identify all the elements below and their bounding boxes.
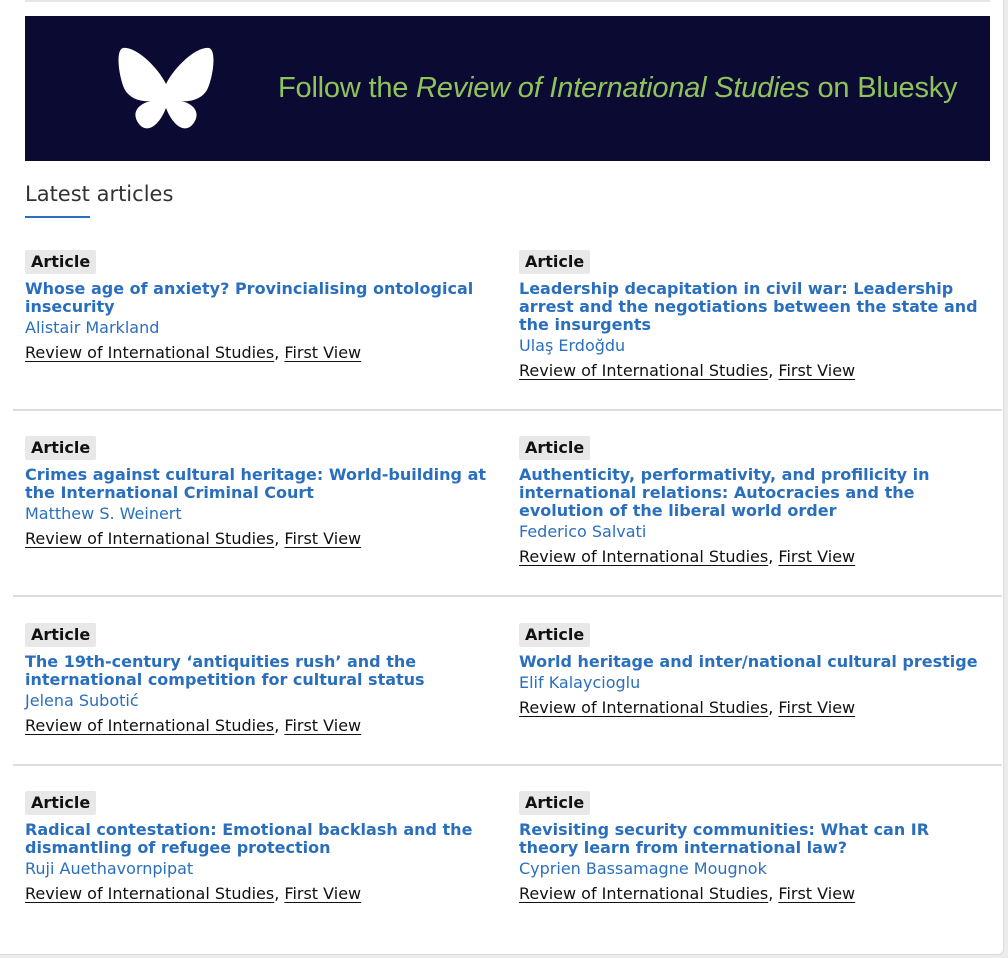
- article-source: [519, 546, 989, 568]
- journal-link[interactable]: Review of International Studies: [25, 716, 275, 735]
- article-source: [25, 883, 495, 905]
- first-view-link[interactable]: First View: [284, 529, 362, 548]
- article-author-link[interactable]: Cyprien Bassamagne Mougnok: [519, 859, 767, 878]
- article-card: [25, 623, 495, 737]
- article-author-link[interactable]: Ulaş Erdoğdu: [519, 336, 626, 355]
- article-title-link[interactable]: Revisiting security communities: What can IR theory learn from international law?: [519, 820, 930, 857]
- article-card: [519, 250, 989, 382]
- journal-link[interactable]: Review of International Studies: [519, 698, 769, 717]
- source-separator: ,: [274, 529, 285, 548]
- article-author-link[interactable]: Alistair Markland: [25, 318, 160, 337]
- article-type-badge: Article: [25, 623, 96, 647]
- article-source: [25, 528, 495, 550]
- journal-link[interactable]: Review of International Studies: [519, 884, 769, 903]
- source-separator: ,: [768, 698, 779, 717]
- first-view-link[interactable]: First View: [778, 884, 856, 903]
- article-title-link[interactable]: Authenticity, performativity, and profilicity in international relations: Autocracies and the evolution of the liberal world order: [519, 465, 930, 520]
- journal-link[interactable]: Review of International Studies: [25, 529, 275, 548]
- article-type-badge: Article: [519, 436, 590, 460]
- article-source: [25, 715, 495, 737]
- row-divider: [13, 595, 1002, 597]
- article-type-badge: Article: [519, 250, 590, 274]
- source-separator: ,: [274, 884, 285, 903]
- article-source: [519, 360, 989, 382]
- article-author-link[interactable]: Matthew S. Weinert: [25, 504, 182, 523]
- article-card: [25, 791, 495, 905]
- section-title: Latest articles: [25, 182, 174, 206]
- article-author-link[interactable]: Ruji Auethavornpipat: [25, 859, 194, 878]
- banner-journal: Review of International Studies: [416, 72, 810, 104]
- journal-link[interactable]: Review of International Studies: [25, 884, 275, 903]
- first-view-link[interactable]: First View: [778, 547, 856, 566]
- banner-prefix: Follow the: [278, 72, 417, 104]
- article-author-link[interactable]: Elif Kalaycioglu: [519, 673, 641, 692]
- article-title-link[interactable]: Crimes against cultural heritage: World-building at the International Criminal Court: [25, 465, 487, 502]
- article-type-badge: Article: [25, 436, 96, 460]
- article-source: [25, 342, 495, 364]
- journal-link[interactable]: Review of International Studies: [519, 361, 769, 380]
- article-title-link[interactable]: Whose age of anxiety? Provincialising ontological insecurity: [25, 279, 474, 316]
- banner-suffix: on Bluesky: [809, 72, 958, 104]
- section-underline: [25, 216, 90, 218]
- first-view-link[interactable]: First View: [778, 361, 856, 380]
- article-type-badge: Article: [519, 623, 590, 647]
- article-source: [519, 697, 989, 719]
- article-title-link[interactable]: Leadership decapitation in civil war: Leadership arrest and the negotiations between the state and the insurgents: [519, 279, 978, 334]
- row-divider: [13, 764, 1002, 766]
- article-type-badge: Article: [519, 791, 590, 815]
- source-separator: ,: [768, 547, 779, 566]
- top-divider: [25, 0, 990, 2]
- row-divider: [13, 409, 1002, 411]
- journal-link[interactable]: Review of International Studies: [25, 343, 275, 362]
- article-card: [519, 436, 989, 568]
- article-author-link[interactable]: Federico Salvati: [519, 522, 647, 541]
- article-source: [519, 883, 989, 905]
- butterfly-icon: [117, 44, 215, 134]
- article-card: [519, 791, 989, 905]
- article-title-link[interactable]: The 19th-century ‘antiquities rush’ and the international competition for cultural status: [25, 652, 425, 689]
- source-separator: ,: [274, 343, 285, 362]
- article-title-link[interactable]: Radical contestation: Emotional backlash and the dismantling of refugee protection: [25, 820, 473, 857]
- first-view-link[interactable]: First View: [284, 716, 362, 735]
- article-card: [25, 250, 495, 364]
- article-type-badge: Article: [25, 791, 96, 815]
- first-view-link[interactable]: First View: [778, 698, 856, 717]
- bluesky-banner[interactable]: [25, 16, 990, 161]
- source-separator: ,: [768, 884, 779, 903]
- article-author-link[interactable]: Jelena Subotić: [25, 691, 139, 710]
- article-card: [25, 436, 495, 550]
- banner-text: [278, 72, 957, 105]
- source-separator: ,: [768, 361, 779, 380]
- article-title-link[interactable]: World heritage and inter/national cultural prestige: [519, 652, 978, 671]
- first-view-link[interactable]: First View: [284, 884, 362, 903]
- first-view-link[interactable]: First View: [284, 343, 362, 362]
- source-separator: ,: [274, 716, 285, 735]
- journal-link[interactable]: Review of International Studies: [519, 547, 769, 566]
- article-card: [519, 623, 989, 719]
- article-type-badge: Article: [25, 250, 96, 274]
